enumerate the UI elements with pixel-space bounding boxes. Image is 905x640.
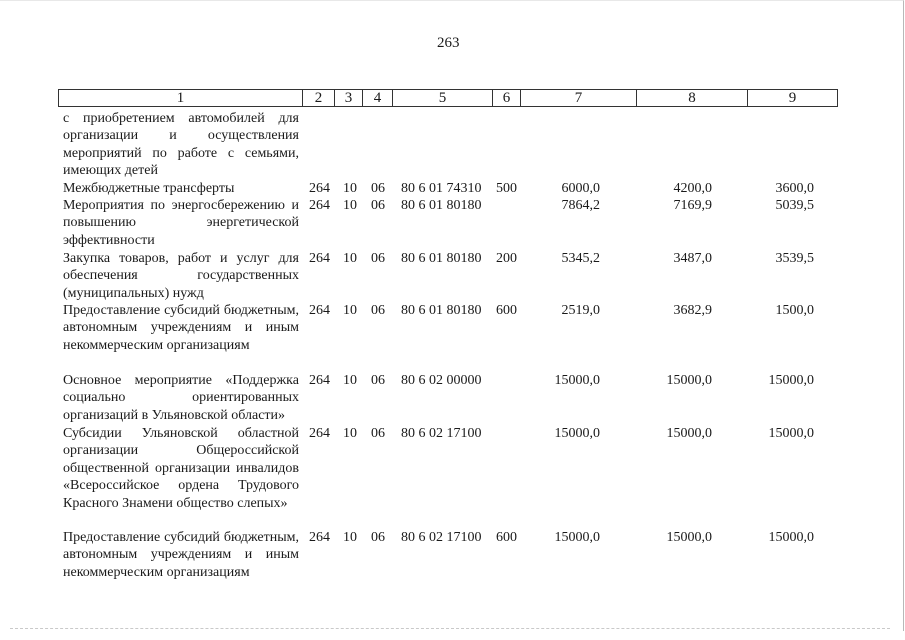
row-description: Предоставление субсидий бюджетным, автономным учреждениям и иным некоммерческим организациям [63,530,299,580]
row-code-3: 10 [343,373,357,388]
row-code-5: 80 6 01 80180 [401,303,482,318]
row-value-9: 3539,5 [775,251,814,266]
row-value-9: 1500,0 [775,303,814,318]
row-code-4: 06 [371,198,385,213]
row-code-3: 10 [343,181,357,196]
column-header-7: 7 [521,89,637,107]
column-header-8: 8 [637,89,748,107]
row-code-4: 06 [371,426,385,441]
column-header-2: 2 [303,89,335,107]
row-code-2: 264 [309,373,330,388]
row-code-6: 600 [496,303,517,318]
row-code-5: 80 6 01 74310 [401,181,482,196]
row-code-5: 80 6 02 17100 [401,530,482,545]
column-header-1: 1 [58,89,303,107]
column-header-4: 4 [363,89,393,107]
row-code-3: 10 [343,198,357,213]
row-code-3: 10 [343,530,357,545]
row-description: Закупка товаров, работ и услуг для обеспечения государственных (муниципальных) нужд [63,251,299,301]
row-code-4: 06 [371,181,385,196]
column-header-6: 6 [493,89,521,107]
row-value-8: 3682,9 [673,303,712,318]
row-code-2: 264 [309,530,330,545]
row-description: Межбюджетные трансферты [63,181,235,196]
row-code-4: 06 [371,303,385,318]
row-value-7: 6000,0 [561,181,600,196]
row-description: Мероприятия по энергосбережению и повышению энергетической эффективности [63,198,299,248]
row-code-5: 80 6 01 80180 [401,198,482,213]
row-code-5: 80 6 02 00000 [401,373,482,388]
row-value-7: 15000,0 [554,426,600,441]
row-code-5: 80 6 02 17100 [401,426,482,441]
row-value-8: 3487,0 [673,251,712,266]
row-description: Основное мероприятие «Поддержка социально ориентированных организаций в Ульяновской области» [63,373,299,423]
row-value-8: 15000,0 [666,530,712,545]
column-header-3: 3 [335,89,363,107]
row-code-2: 264 [309,426,330,441]
row-code-2: 264 [309,181,330,196]
row-value-8: 4200,0 [673,181,712,196]
row-value-7: 7864,2 [561,198,600,213]
row-value-7: 15000,0 [554,373,600,388]
row-code-4: 06 [371,373,385,388]
row-code-5: 80 6 01 80180 [401,251,482,266]
row-value-7: 15000,0 [554,530,600,545]
row-value-9: 5039,5 [775,198,814,213]
row-code-2: 264 [309,303,330,318]
row-description: с приобретением автомобилей для организации и осуществления мероприятий по работе с семьями, имеющих детей [63,111,299,179]
row-value-7: 5345,2 [561,251,600,266]
page-number: 263 [437,35,460,51]
row-code-4: 06 [371,530,385,545]
column-header-5: 5 [393,89,493,107]
column-header-9: 9 [748,89,838,107]
row-code-2: 264 [309,198,330,213]
row-value-8: 15000,0 [666,426,712,441]
row-value-9: 15000,0 [768,530,814,545]
row-description: Субсидии Ульяновской областной организации Общероссийской общественной организации инвалидов «Всероссийское ордена Трудового Красного Знамени общество слепых» [63,426,299,511]
row-value-8: 7169,9 [673,198,712,213]
row-value-9: 15000,0 [768,426,814,441]
row-description: Предоставление субсидий бюджетным, автономным учреждениям и иным некоммерческим организациям [63,303,299,353]
row-code-2: 264 [309,251,330,266]
row-value-9: 15000,0 [768,373,814,388]
row-value-9: 3600,0 [775,181,814,196]
scan-edge-line [10,628,890,629]
row-code-3: 10 [343,303,357,318]
row-code-3: 10 [343,426,357,441]
row-value-7: 2519,0 [561,303,600,318]
row-code-3: 10 [343,251,357,266]
row-value-8: 15000,0 [666,373,712,388]
row-code-6: 500 [496,181,517,196]
row-code-4: 06 [371,251,385,266]
row-code-6: 200 [496,251,517,266]
row-code-6: 600 [496,530,517,545]
